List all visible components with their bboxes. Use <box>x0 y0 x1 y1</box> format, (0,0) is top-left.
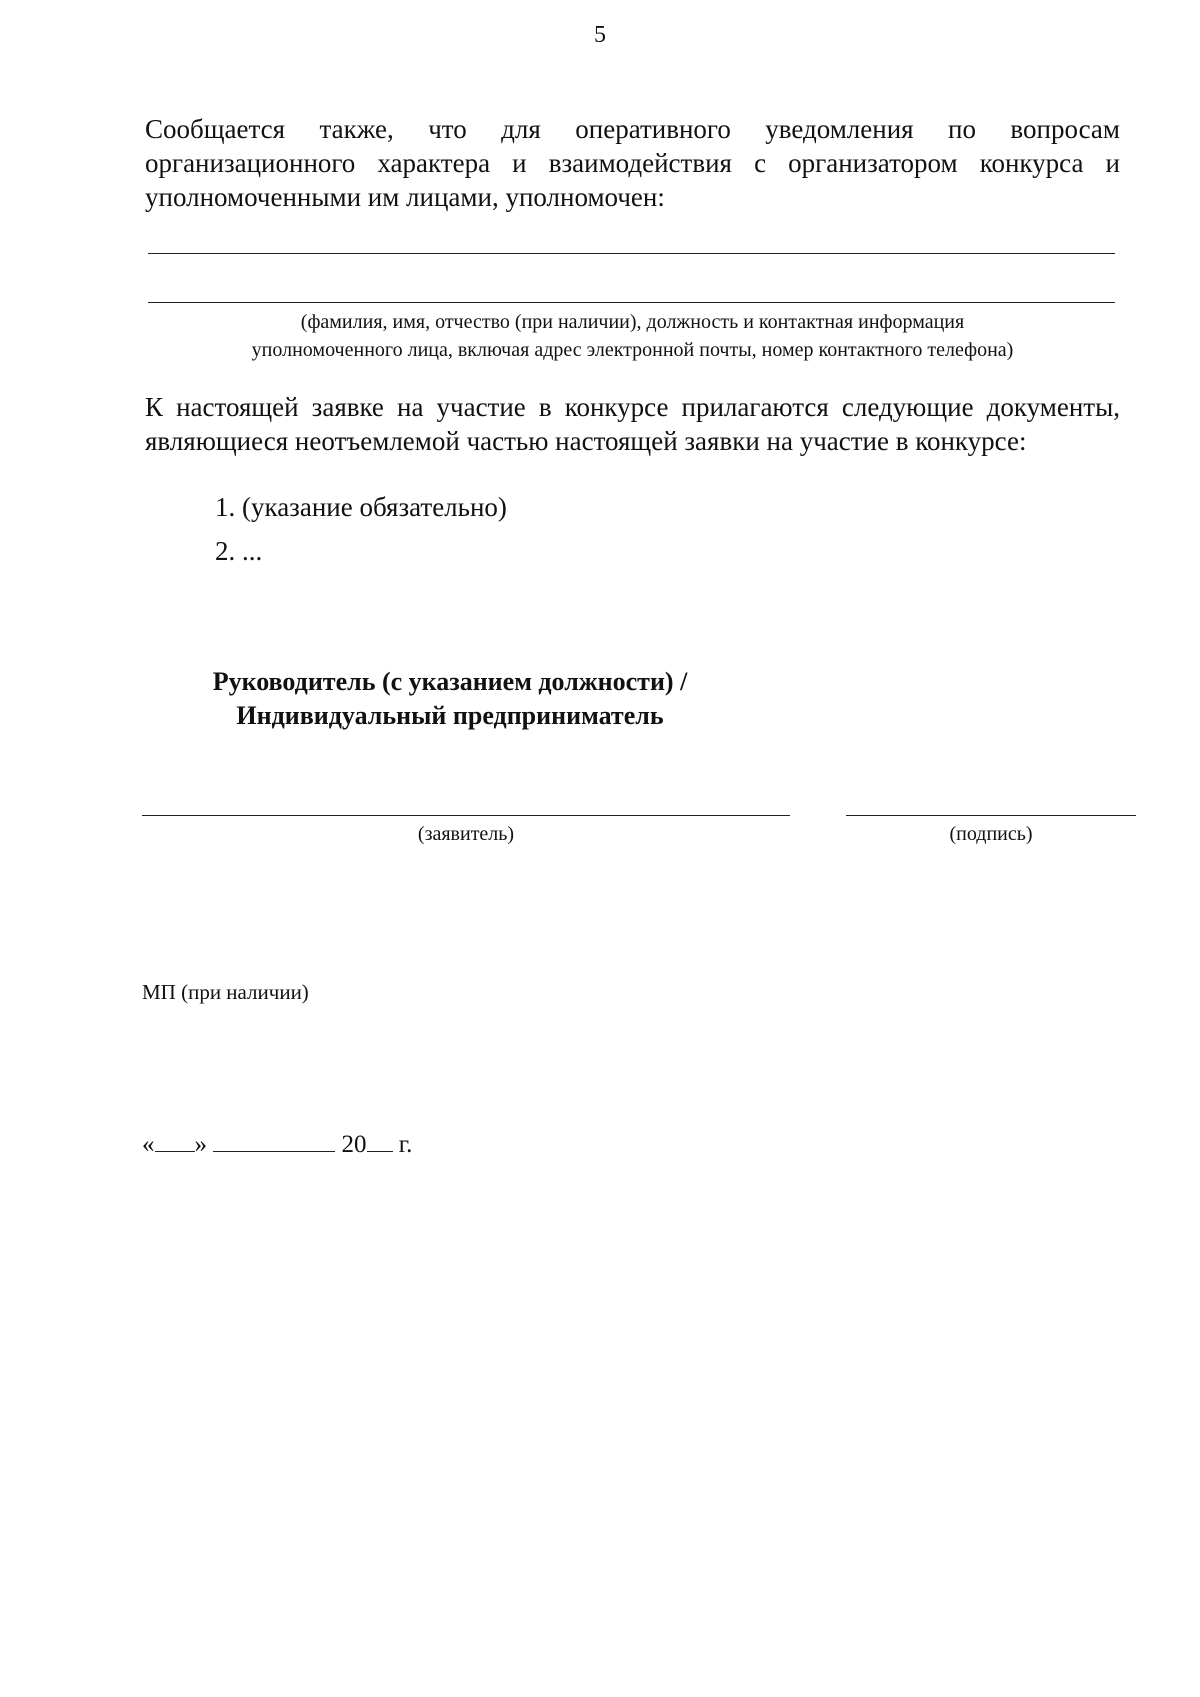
attachments-paragraph: К настоящей заявке на участие в конкурсе прилагаются следующие документы, являющиеся неотъемлемой частью настоящей заявки на участие в конкурсе: <box>145 392 1120 456</box>
attachment-item-2: 2. ... <box>215 536 263 566</box>
attachment-item-1: 1. (указание обязательно) <box>215 492 507 522</box>
applicant-fill-line <box>142 815 790 816</box>
signer-title <box>180 665 720 733</box>
contact-fill-line-2 <box>148 302 1115 303</box>
signature-label: (подпись) <box>949 823 1033 845</box>
contact-caption-line-2: уполномоченного лица, включая адрес электронной почты, номер контактного телефона) <box>251 339 1014 361</box>
contact-caption <box>145 308 1120 364</box>
date-close-quote: » <box>194 1131 207 1158</box>
page-number: 5 <box>594 22 606 48</box>
notice-paragraph: Сообщается также, что для оперативного уведомления по вопросам организационного характера и взаимодействия с организатором конкурса и уполномоченными им лицами, уполномочен: <box>145 114 1120 212</box>
date-year-prefix: 20 <box>341 1131 367 1158</box>
applicant-label: (заявитель) <box>417 823 515 845</box>
signature-fill-line <box>846 815 1136 816</box>
signer-title-line-2: Индивидуальный предприниматель <box>236 701 664 730</box>
contact-fill-line-1 <box>148 253 1115 254</box>
date-month-blank <box>213 1129 335 1152</box>
date-year-suffix: г. <box>398 1131 413 1158</box>
date-open-quote: « <box>142 1131 155 1158</box>
date-line <box>142 1129 412 1159</box>
stamp-label: МП (при наличии) <box>142 980 309 1004</box>
date-year-blank <box>367 1129 393 1152</box>
signer-title-line-1: Руководитель (с указанием должности) / <box>212 667 688 696</box>
date-day-blank <box>155 1129 195 1152</box>
contact-caption-line-1: (фамилия, имя, отчество (при наличии), должность и контактная информация <box>300 311 965 333</box>
